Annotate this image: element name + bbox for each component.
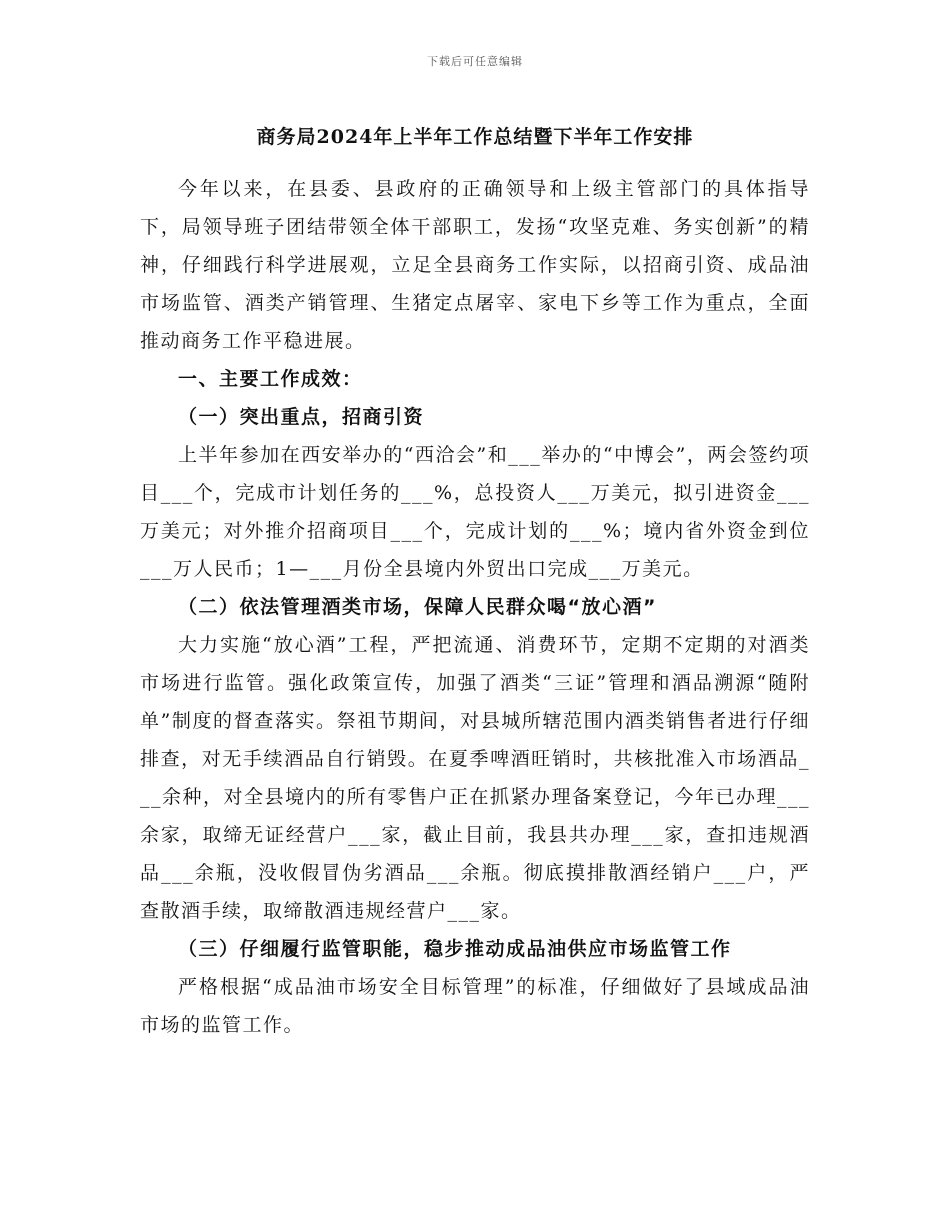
section-heading-main-achievements: 一、主要工作成效： <box>178 368 363 390</box>
oil-paragraph: 严格根据“成品油市场安全目标管理”的标准，仔细做好了县域成品油市场的监管工作。 <box>140 976 810 1036</box>
liquor-paragraph: 大力实施“放心酒”工程，严把流通、消费环节，定期不定期的对酒类市场进行监管。强化政策宣传，加强了酒类“三证”管理和酒品溯源“随附单”制度的督查落实。祭祖节期间，对县城所辖范围内酒类销售者进行仔细排查，对无手续酒品自行销毁。在夏季啤酒旺销时，共核批准入市场酒品___余种，对全县境内的所有零售户正在抓紧办理备案登记，今年已办理___余家，取缔无证经营户___家，截止目前，我县共办理___家，查扣违规酒品___余瓶，没收假冒伪劣酒品___余瓶。彻底摸排散酒经销户___户，严查散酒手续，取缔散酒违规经营户___家。 <box>140 634 811 922</box>
subsection-heading-liquor: （二）依法管理酒类市场，保障人民群众喝“放心酒” <box>178 596 657 618</box>
intro-paragraph: 今年以来，在县委、县政府的正确领导和上级主管部门的具体指导下，局领导班子团结带领全体干部职工，发扬“攻坚克难、务实创新”的精神，仔细践行科学进展观，立足全县商务工作实际，以招商引资、成品油市场监管、酒类产销管理、生猪定点屠宰、家电下乡等工作为重点，全面推动商务工作平稳进展。 <box>140 178 810 352</box>
subsection-heading-oil: （三）仔细履行监管职能，稳步推动成品油供应市场监管工作 <box>178 938 732 960</box>
document-title: 商务局2024年上半年工作总结暨下半年工作安排 <box>256 126 694 148</box>
investment-paragraph: 上半年参加在西安举办的“西洽会”和___举办的“中博会”，两会签约项目___个，完成市计划任务的___%，总投资人___万美元，拟引进资金___万美元；对外推介招商项目___个，完成计划的___%；境内省外资金到位___万人民币；1—___月份全县境内外贸出口完成___万美元。 <box>140 444 810 580</box>
header-watermark: 下载后可任意编辑 <box>427 55 523 68</box>
subsection-heading-investment: （一）突出重点，招商引资 <box>178 406 425 428</box>
document-body <box>140 170 810 1044</box>
